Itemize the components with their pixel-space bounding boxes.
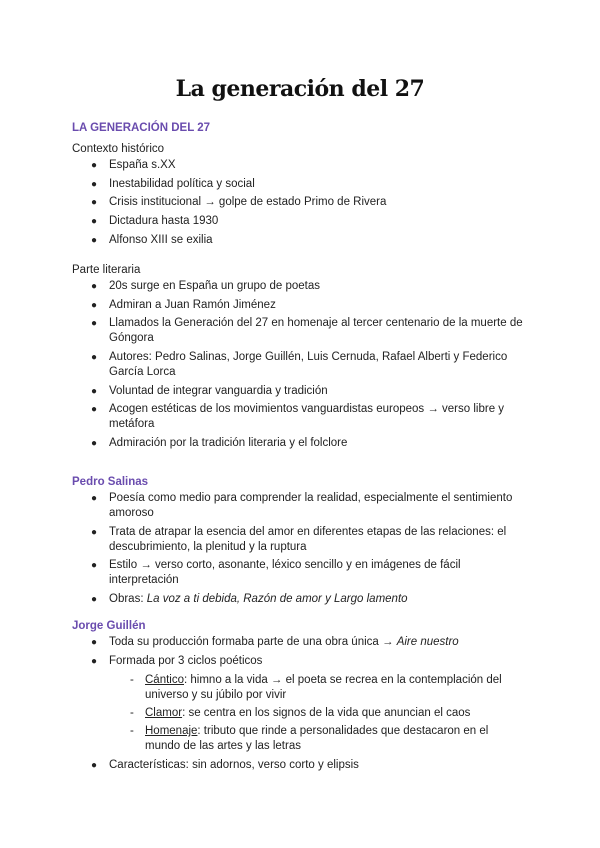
dash-icon: - [130, 673, 134, 686]
list-item: ● Estilo → verso corto, asonante, léxico sencillo y en imágenes de fácil interpretación [91, 559, 461, 587]
list-item: ● Poesía como medio para comprender la realidad, especialmente el sentimiento amoroso [91, 492, 513, 519]
bullet-icon: ● [91, 318, 98, 330]
section-heading-gen27: LA GENERACIÓN DEL 27 [72, 122, 211, 134]
sub-list-item: - Cántico: himno a la vida → el poeta se recrea en la contemplación del universo y su júbilo por vivir [130, 673, 502, 701]
bullet-icon: ● [91, 560, 98, 572]
list-item: ● Toda su producción formaba parte de una obra única → Aire nuestro [91, 636, 459, 648]
section-heading-guillen: Jorge Guillén [72, 620, 146, 632]
list-item: ● Obras: La voz a ti debida, Razón de amor y Largo lamento [91, 593, 408, 606]
guillen-list [0, 635, 529, 776]
list-item: ● 20s surge en España un grupo de poetas [91, 280, 320, 292]
list-item: ● Acogen estéticas de los movimientos vanguardistas europeos → verso libre y metáfora [91, 403, 505, 431]
salinas-list [0, 491, 529, 611]
list-item: ● Autores: Pedro Salinas, Jorge Guillén, Luis Cernuda, Rafael Alberti y Federico García Lorca [91, 351, 508, 379]
list-item: ● Características: sin adornos, verso corto y elipsis [91, 758, 359, 771]
parte-label: Parte literaria [72, 264, 141, 276]
list-item: ● Inestabilidad política y social [91, 177, 255, 190]
bullet-icon: ● [91, 160, 98, 171]
sub-list-item: - Clamor: se centra en los signos de la vida que anuncian el caos [130, 706, 471, 719]
list-item: ● Alfonso XIII se exilia [91, 233, 213, 246]
bullet-icon: ● [91, 655, 98, 667]
bullet-icon: ● [91, 178, 98, 190]
page-title: La generación del 27 [175, 76, 425, 102]
bullet-icon: ● [91, 197, 98, 209]
list-item: ● Voluntad de integrar vanguardia y tradición [91, 384, 328, 397]
ciclos-list [109, 673, 529, 754]
bullet-icon: ● [91, 493, 98, 504]
list-item: ● Crisis institucional → golpe de estado Primo de Rivera [91, 196, 387, 209]
bullet-icon: ● [91, 234, 98, 246]
bullet-icon: ● [91, 637, 98, 648]
bullet-icon: ● [91, 299, 98, 311]
bullet-icon: ● [91, 759, 98, 771]
contexto-label: Contexto histórico [72, 143, 165, 155]
sub-list-item: - Homenaje: tributo que rinde a personalidades que destacaron en el mundo de las artes y las letras [130, 725, 489, 753]
obras-titles: La voz a ti debida, Razón de amor y Largo lamento [146, 593, 408, 606]
bullet-icon: ● [91, 281, 98, 292]
bullet-icon: ● [91, 594, 98, 606]
list-item: ● España s.XX [91, 159, 176, 171]
list-item: ● Dictadura hasta 1930 [91, 215, 219, 228]
list-item: ● Llamados la Generación del 27 en homenaje al tercer centenario de la muerte de Góngora [91, 317, 523, 345]
list-item: ● Trata de atrapar la esencia del amor en diferentes etapas de las relaciones: el descubrimiento, la plenitud y la ruptura [91, 525, 507, 553]
bullet-icon: ● [91, 216, 98, 228]
bullet-icon: ● [91, 526, 98, 538]
bullet-icon: ● [91, 352, 98, 364]
bullet-icon: ● [91, 438, 98, 450]
list-item: ● Admiración por la tradición literaria y el folclore [91, 437, 348, 450]
dash-icon: - [130, 725, 134, 738]
contexto-list [0, 158, 529, 251]
list-item: ● Admiran a Juan Ramón Jiménez [91, 298, 276, 311]
bullet-icon: ● [91, 385, 98, 397]
bullet-icon: ● [91, 404, 98, 416]
aire-nuestro-title: Aire nuestro [396, 636, 459, 648]
dash-icon: - [130, 706, 134, 719]
list-item: ● Formada por 3 ciclos poéticos - Cántico: himno a la vida → el poeta se recrea en la contemplación del universo y su júbilo por vivir - Clamor: se centra en los signos de la vida que anuncian el caos - Homenaje: tributo que rinde a personalidades que destacaron en el mundo de las artes y las letras [0, 654, 529, 754]
parte-list [0, 279, 529, 455]
section-heading-salinas: Pedro Salinas [72, 476, 149, 488]
